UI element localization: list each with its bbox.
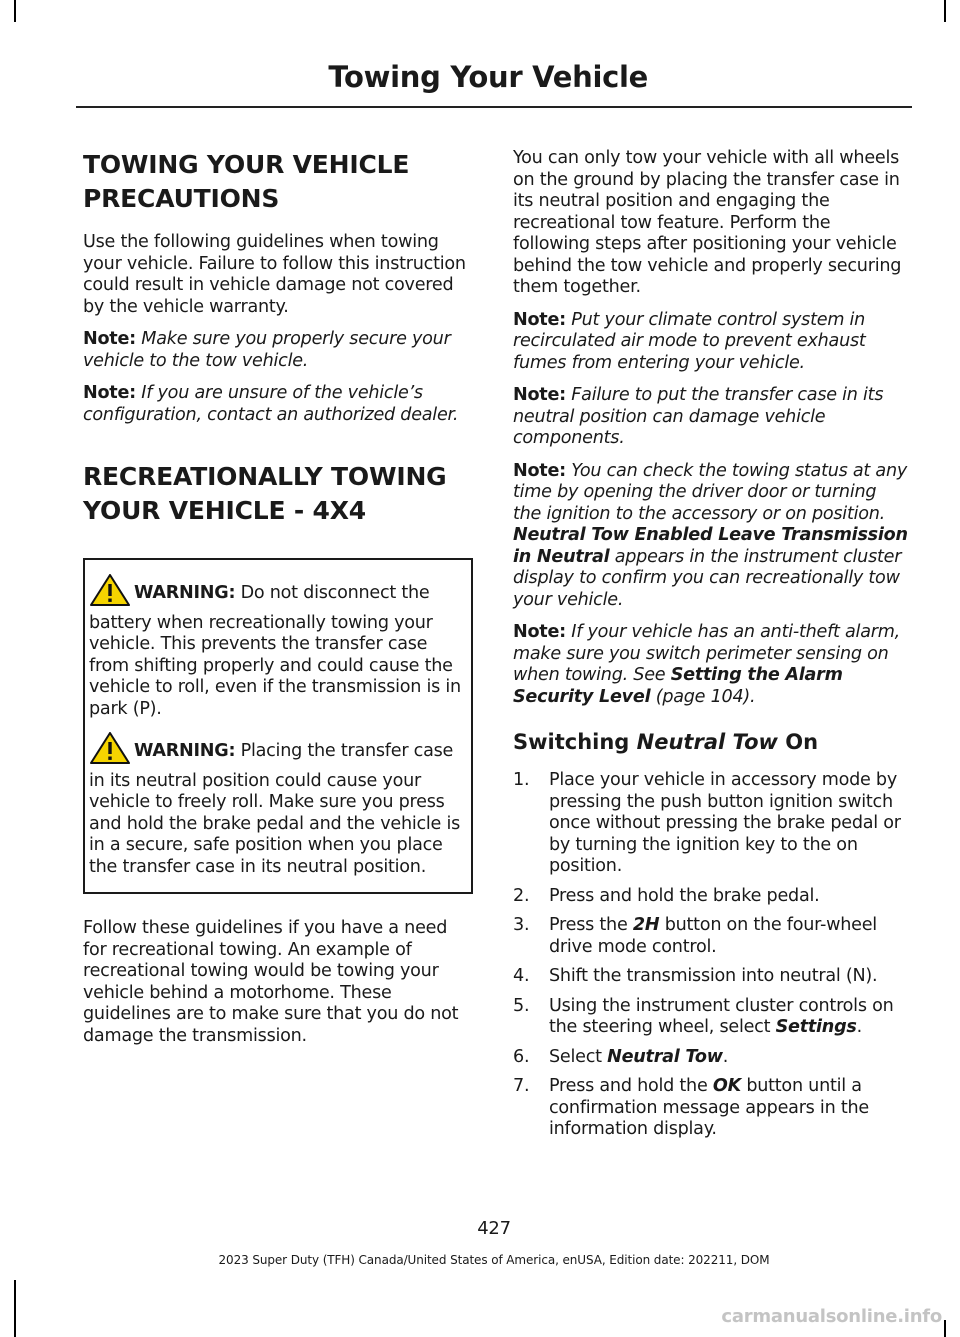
note-towing-status: Note: You can check the towing status at any time by opening the driver door or turning the ignition to the accessory or on position. Neutral Tow Enabled Leave Transmission in Neutral appears in the instrument cluster display to confirm you can recreationally tow your vehicle.	[513, 460, 908, 610]
list-item: 2. Press and hold the brake pedal.	[513, 885, 820, 906]
section-heading-recreational-towing: RECREATIONALLY TOWING YOUR VEHICLE - 4X4	[83, 462, 447, 525]
note-vehicle-configuration: Note: If you are unsure of the vehicle’s configuration, contact an authorized dealer.	[83, 383, 459, 425]
alarm-security-link[interactable]: Setting the Alarm Security Level	[513, 665, 843, 707]
warning-triangle-icon	[90, 574, 130, 613]
list-item: 5. Using the instrument cluster controls on the steering wheel, select Settings.	[513, 995, 894, 1037]
list-item: 6. Select Neutral Tow.	[513, 1046, 729, 1067]
header-rule	[76, 106, 912, 108]
crop-mark-bottom-left	[14, 1280, 16, 1337]
crop-mark-top-left	[14, 0, 16, 22]
warning-transfer-case: WARNING: Placing the transfer case in its neutral position could cause your vehicle to freely roll. Make sure you press and hold the brake pedal and the vehicle is in a secure, safe position when you place the transfer case in its neutral position.	[89, 732, 465, 878]
note-anti-theft-alarm: Note: If your vehicle has an anti-theft alarm, make sure you switch perimeter sensing on when towing. See Setting the Alarm Security Level (page 104).	[513, 622, 900, 707]
list-item: 1. Place your vehicle in accessory mode by pressing the push button ignition switch once without pressing the brake pedal or by turning the ignition key to the on position.	[513, 770, 901, 876]
watermark: carmanualsonline.info	[721, 1305, 942, 1327]
list-item: 4. Shift the transmission into neutral (N).	[513, 966, 878, 986]
warning-triangle-icon	[90, 732, 130, 771]
footer-edition-info: 2023 Super Duty (TFH) Canada/United States of America, enUSA, Edition date: 202211, DOM	[218, 1253, 770, 1267]
list-item: 3. Press the 2H button on the four-wheel drive mode control.	[513, 915, 877, 957]
crop-mark-bottom-right	[944, 1320, 946, 1337]
section-heading-precautions: TOWING YOUR VEHICLE PRECAUTIONS	[83, 150, 410, 213]
page-header-title: Towing Your Vehicle	[328, 60, 648, 94]
page-number: 427	[477, 1218, 511, 1239]
crop-mark-top-right	[944, 0, 946, 22]
tow-intro: You can only tow your vehicle with all wheels on the ground by placing the transfer case in its neutral position and engaging the recreational tow feature. Perform the following steps after positioning your vehicle behind the tow vehicle and properly securing them together.	[513, 148, 902, 297]
neutral-tow-steps	[513, 770, 908, 1141]
right-column	[513, 148, 908, 1149]
note-transfer-case: Note: Failure to put the transfer case in its neutral position can damage vehicle components.	[513, 385, 884, 448]
precautions-intro: Use the following guidelines when towing your vehicle. Failure to follow this instruction could result in vehicle damage not covered by the vehicle warranty.	[83, 232, 466, 317]
list-item: 7. Press and hold the OK button until a confirmation message appears in the information display.	[513, 1076, 869, 1139]
left-column	[83, 148, 473, 1058]
subheading-switching-neutral-tow: Switching Neutral Tow On	[513, 730, 819, 754]
note-climate-control: Note: Put your climate control system in recirculated air mode to prevent exhaust fumes from entering your vehicle.	[513, 309, 866, 373]
warning-battery: WARNING: Do not disconnect the battery when recreationally towing your vehicle. This prevents the transfer case from shifting properly and could cause the vehicle to roll, even if the transmission is in park (P).	[89, 574, 465, 720]
note-secure-vehicle: Note: Make sure you properly secure your vehicle to the tow vehicle.	[83, 329, 451, 371]
warning-box	[83, 558, 473, 894]
recreational-towing-guidelines: Follow these guidelines if you have a need for recreational towing. An example of recreational towing would be towing your vehicle behind a motorhome. These guidelines are to make sure that you do not damage the transmission.	[83, 918, 459, 1046]
